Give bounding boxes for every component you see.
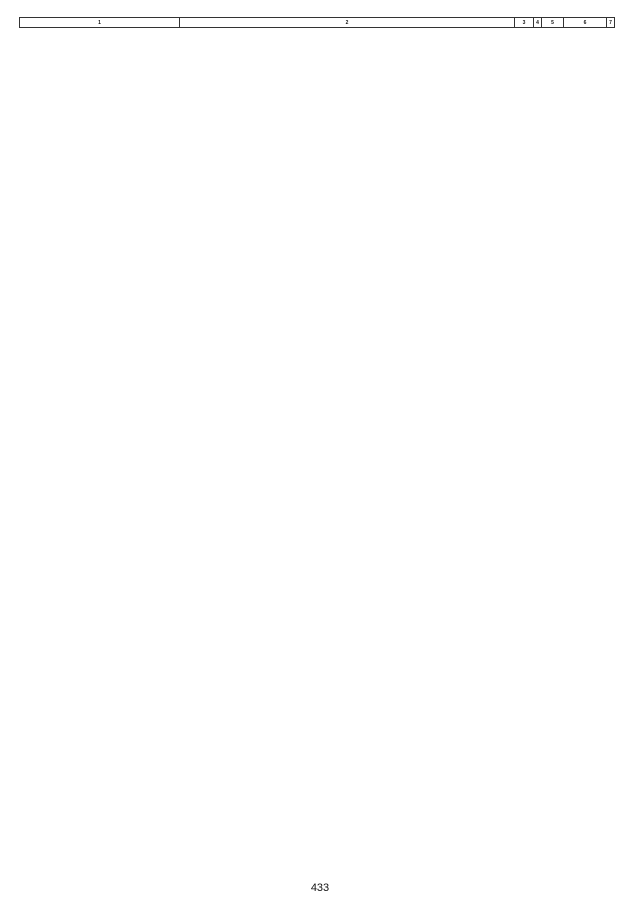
column-header: 3 — [515, 18, 534, 28]
column-header: 2 — [180, 18, 515, 28]
register-table-sheet — [19, 17, 615, 28]
column-header: 4 — [534, 18, 542, 28]
page-number: 433 — [310, 882, 330, 894]
column-header: 6 — [564, 18, 607, 28]
table-body — [20, 18, 615, 28]
register-table — [19, 17, 615, 28]
column-header: 5 — [542, 18, 564, 28]
table-header-row — [20, 18, 615, 28]
column-header: 7 — [607, 18, 615, 28]
column-header: 1 — [20, 18, 180, 28]
